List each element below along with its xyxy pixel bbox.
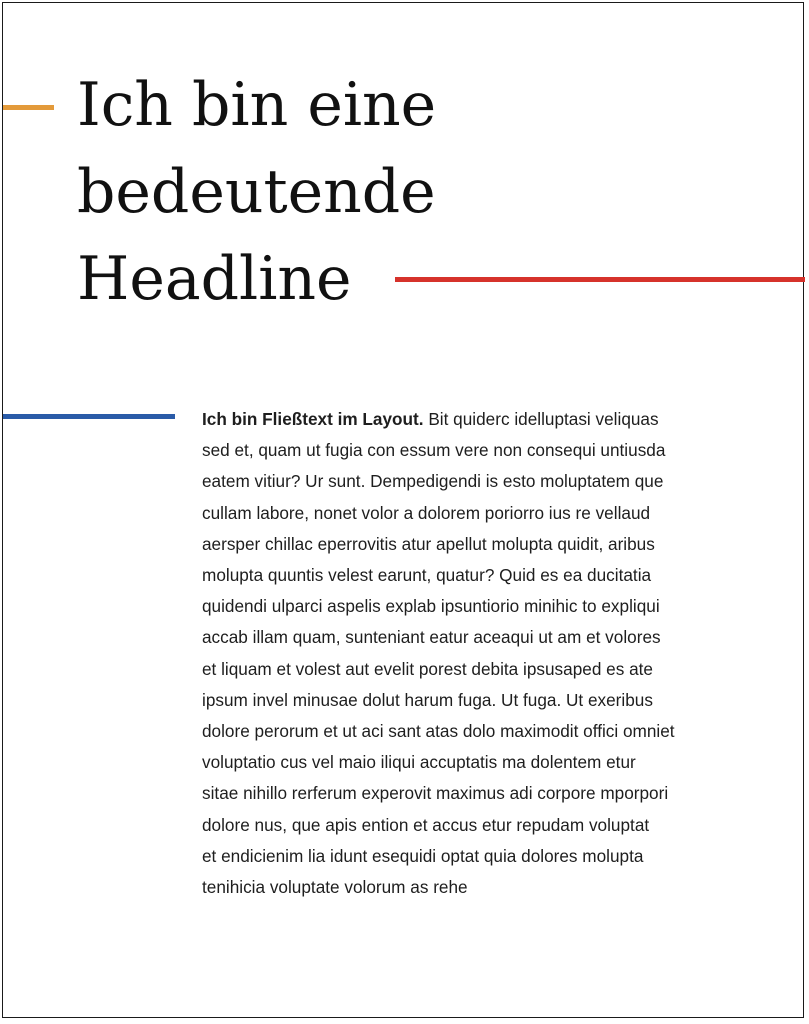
body-line-text: Bit quiderc idelluptasi veliquas	[423, 409, 659, 429]
body-line: aersper chillac eperrovitis atur apellut molupta quidit, aribus	[202, 533, 655, 554]
body-line: accab illam quam, sunteniant eatur aceaqui ut am et volores	[202, 627, 661, 648]
body-line: voluptatio cus vel maio iliqui accuptatis ma dolentem etur	[202, 752, 636, 773]
body-line: dolore nus, que apis ention et accus etur repudam voluptat	[202, 814, 650, 835]
body-lead: Ich bin Fließtext im Layout.	[202, 409, 424, 429]
body-paragraph	[202, 404, 742, 903]
headline-line-2: bedeutende	[77, 157, 436, 227]
body-line: ipsum invel minusae dolut harum fuga. Ut fuga. Ut exeribus	[202, 689, 653, 710]
body-line: sed et, quam ut fugia con essum vere non consequi untiusda	[202, 440, 666, 461]
body-line: molupta quuntis velest earunt, quatur? Quid es ea ducitatia	[202, 565, 652, 586]
body-line: quidendi ulparci aspelis explab ipsuntiorio minihic to expliqui	[202, 596, 660, 617]
body-line: cullam labore, nonet volor a dolorem poriorro ius re vellaud	[202, 502, 651, 523]
body-line: dolore perorum et ut aci sant atas dolo maximodit offici omniet	[202, 721, 675, 742]
body-line: et endicienim lia idunt esequidi optat quia dolores molupta	[202, 845, 644, 866]
blue-accent-rule	[3, 414, 175, 419]
body-line: et liquam et volest aut evelit porest debita ipsusaped es ate	[202, 658, 653, 679]
body-line: tenihicia voluptate volorum as rehe	[202, 877, 468, 898]
headline-line-3: Headline	[77, 244, 352, 314]
headline-line-1: Ich bin eine	[77, 70, 437, 140]
body-line: sitae nihillo rerferum experovit maximus adi corpore mporpori	[202, 783, 669, 804]
red-accent-rule	[395, 277, 805, 282]
body-line: eatem vitiur? Ur sunt. Dempedigendi is esto moluptatem que	[202, 471, 664, 492]
body-line	[202, 404, 742, 435]
headline	[77, 62, 436, 323]
orange-accent-rule	[3, 105, 54, 110]
